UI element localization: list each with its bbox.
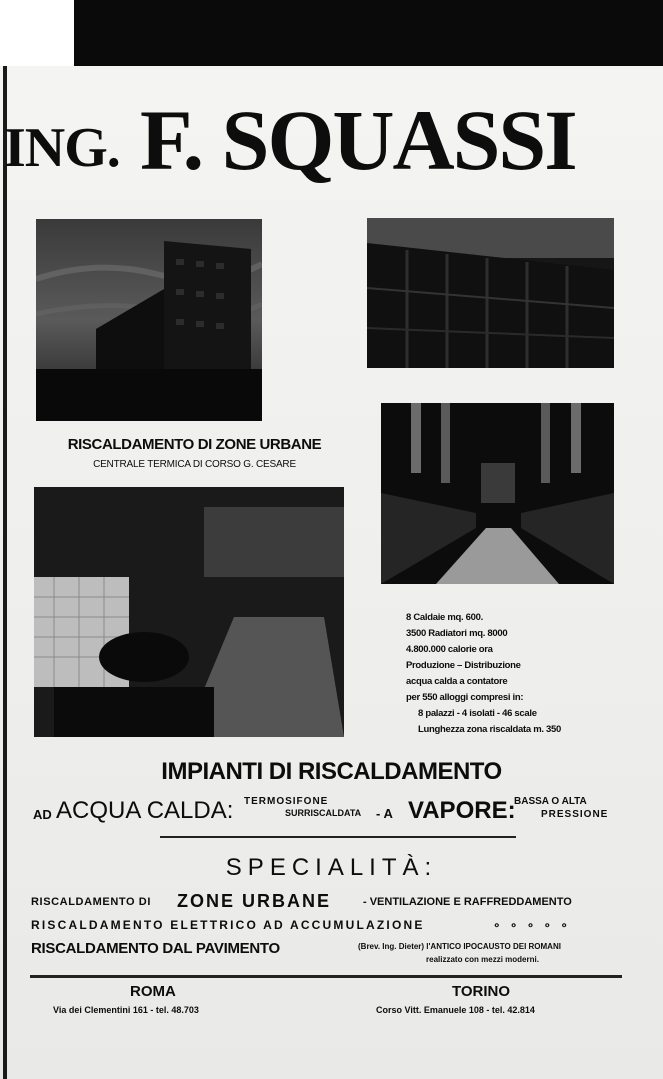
office-city-roma: ROMA [130,983,176,1000]
photo-boiler-room [34,487,344,737]
termosifone-label: TERMOSIFONE [244,796,329,807]
spec-line: 8 palazzi - 4 isolati - 46 scale [418,708,537,719]
top-black-band [74,0,663,66]
spec-line: 4.800.000 calorie ora [406,644,493,655]
spec-line: Lunghezza zona riscaldata m. 350 [418,724,561,735]
acqua-calda-label: ACQUA CALDA: [56,797,234,824]
caption-subtitle: CENTRALE TERMICA DI CORSO G. CESARE [93,459,296,470]
heating-types-line [30,794,650,830]
ipocausto-note: (Brev. Ing. Dieter) l'ANTICO IPOCAUSTO DEI ROMANI [358,942,561,951]
title-prefix: ING. [4,117,120,179]
decorative-dots: ∘ ∘ ∘ ∘ ∘ [493,918,571,932]
ventilazione-text: - VENTILAZIONE E RAFFREDDAMENTO [363,896,572,908]
spec-line: per 550 alloggi compresi in: [406,692,524,703]
pressione-label: PRESSIONE [541,809,609,820]
vapore-label: VAPORE: [408,797,516,824]
main-heading: IMPIANTI DI RISCALDAMENTO [161,758,502,785]
bassa-alta-label: BASSA O ALTA [514,796,587,807]
office-city-torino: TORINO [452,983,511,1000]
caption-title: RISCALDAMENTO DI ZONE URBANE [67,436,322,453]
title-name: F. SQUASSI [140,92,576,188]
photo-facade [367,218,614,368]
photo-building [36,219,262,421]
pavimento-text: RISCALDAMENTO DAL PAVIMENTO [31,940,280,957]
photo-corridor [381,403,614,584]
page-left-border [3,66,7,1079]
divider [160,836,516,838]
advertisement-page [0,66,663,1079]
specialita-line-zone [31,891,631,917]
specialita-line-pavimento [31,940,631,974]
spec-list [406,610,606,738]
spec-line: acqua calda a contatore [406,676,508,687]
specialita-line-elettrico [31,918,631,938]
page-title [0,94,663,186]
specialita-text: RISCALDAMENTO DI [31,896,152,908]
office-address-roma: Via dei Clementini 161 - tel. 48.703 [53,1005,199,1015]
specialita-title: SPECIALITÀ: [225,854,438,881]
mezzi-moderni-note: realizzato con mezzi moderni. [426,955,539,964]
zone-urbane-text: ZONE URBANE [177,891,332,911]
ad-label: AD [33,807,52,822]
spec-line: Produzione – Distribuzione [406,660,521,671]
a-label: - A [376,806,393,821]
elettrico-text: RISCALDAMENTO ELETTRICO AD ACCUMULAZIONE [31,918,425,932]
office-address-torino: Corso Vitt. Emanuele 108 - tel. 42.814 [376,1005,535,1015]
divider [30,975,622,978]
spec-line: 3500 Radiatori mq. 8000 [406,628,508,639]
surriscaldata-label: SURRISCALDATA [285,808,362,818]
spec-line: 8 Caldaie mq. 600. [406,612,483,623]
